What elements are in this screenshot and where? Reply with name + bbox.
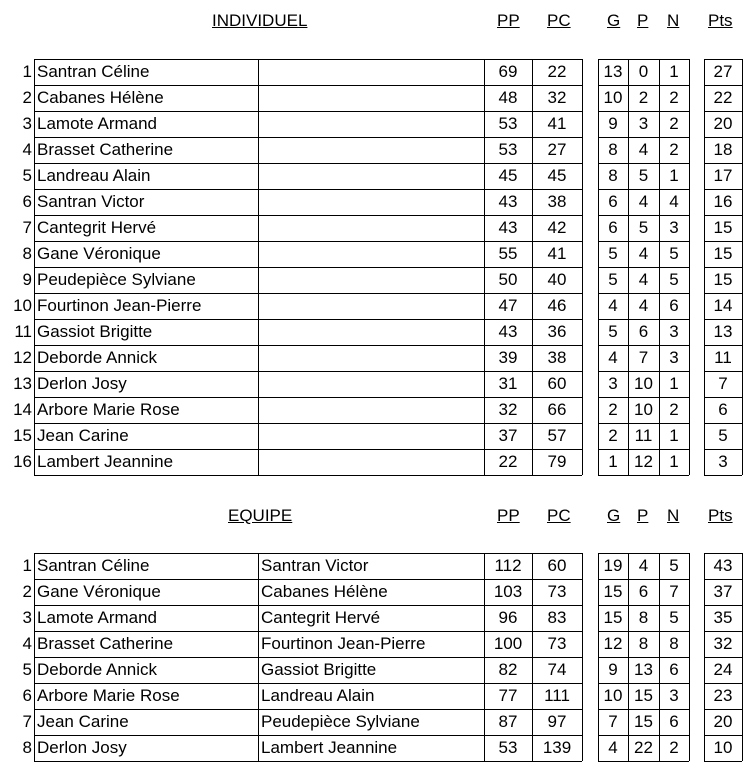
cell-p: 5 [638, 166, 649, 185]
cell-g: 2 [608, 426, 618, 445]
cell-pts: 27 [713, 62, 733, 81]
cell-pc: 40 [547, 270, 567, 289]
cell-n: 6 [669, 660, 679, 679]
table-row [0, 605, 749, 631]
cell-pp: 53 [498, 114, 518, 133]
table-row [0, 709, 749, 735]
cell-name: Gane Véronique [37, 582, 161, 601]
individuel-title: INDIVIDUEL [212, 11, 308, 30]
cell-partner [258, 85, 484, 111]
cell-n: 1 [669, 452, 679, 471]
cell-pp: 39 [498, 348, 518, 367]
cell-p: 10 [634, 374, 653, 393]
cell-pc: 41 [547, 244, 567, 263]
cell-g: 12 [603, 634, 623, 653]
cell-pts: 14 [713, 296, 733, 315]
table-row [0, 631, 749, 657]
cell-pp: 47 [498, 296, 518, 315]
cell-g: 8 [608, 166, 618, 185]
cell-rank: 16 [13, 452, 32, 471]
grid-line [34, 475, 484, 476]
cell-partner: Cabanes Hélène [261, 582, 388, 601]
cell-n: 2 [669, 88, 679, 107]
cell-p: 22 [634, 738, 653, 757]
cell-n: 7 [669, 582, 679, 601]
cell-pts: 37 [713, 582, 733, 601]
cell-rank: 6 [22, 192, 32, 211]
cell-g: 6 [608, 218, 618, 237]
cell-p: 15 [634, 712, 653, 731]
cell-name: Jean Carine [37, 712, 129, 731]
grid-line [704, 475, 742, 476]
cell-n: 2 [669, 140, 679, 159]
cell-p: 2 [638, 88, 649, 107]
cell-pp: 43 [498, 192, 518, 211]
cell-g: 9 [608, 114, 618, 133]
cell-name: Cantegrit Hervé [37, 218, 157, 237]
individuel-header-p: P [637, 11, 649, 30]
table-row [0, 423, 749, 449]
table-row [0, 735, 749, 761]
cell-n: 3 [669, 322, 679, 341]
table-row [0, 553, 749, 579]
cell-name: Gane Véronique [37, 244, 161, 263]
table-row [0, 345, 749, 371]
table-row [0, 215, 749, 241]
cell-rank: 8 [22, 244, 32, 263]
cell-name: Jean Carine [37, 426, 129, 445]
table-row [0, 371, 749, 397]
cell-pc: 83 [547, 608, 567, 627]
table-row [0, 579, 749, 605]
cell-pts: 15 [713, 244, 733, 263]
cell-g: 4 [608, 348, 618, 367]
cell-pc: 46 [547, 296, 567, 315]
cell-pc: 45 [547, 166, 567, 185]
cell-p: 4 [638, 270, 649, 289]
table-row [0, 137, 749, 163]
cell-partner: Fourtinon Jean-Pierre [261, 634, 426, 653]
cell-pc: 36 [547, 322, 567, 341]
cell-name: Landreau Alain [37, 166, 151, 185]
cell-g: 9 [608, 660, 618, 679]
cell-rank: 2 [22, 88, 32, 107]
cell-p: 6 [638, 322, 649, 341]
cell-pc: 139 [542, 738, 572, 757]
cell-partner [258, 163, 484, 189]
cell-rank: 5 [22, 166, 32, 185]
cell-g: 19 [603, 556, 623, 575]
cell-rank: 10 [13, 296, 32, 315]
cell-pp: 96 [498, 608, 518, 627]
cell-pc: 60 [547, 374, 567, 393]
cell-p: 13 [634, 660, 653, 679]
cell-n: 3 [669, 686, 679, 705]
cell-n: 4 [669, 192, 679, 211]
cell-g: 3 [608, 374, 618, 393]
cell-rank: 3 [22, 114, 32, 133]
cell-g: 4 [608, 738, 618, 757]
cell-rank: 1 [22, 556, 32, 575]
cell-g: 13 [603, 62, 623, 81]
cell-partner [258, 371, 484, 397]
cell-pp: 69 [498, 62, 518, 81]
cell-pts: 11 [714, 348, 732, 367]
cell-pp: 37 [498, 426, 518, 445]
cell-pp: 53 [498, 140, 518, 159]
cell-p: 3 [638, 114, 649, 133]
cell-pc: 66 [547, 400, 567, 419]
cell-partner [258, 319, 484, 345]
cell-pp: 43 [498, 218, 518, 237]
table-row [0, 449, 749, 475]
individuel-header-pp: PP [497, 11, 520, 30]
cell-pp: 50 [498, 270, 518, 289]
cell-name: Santran Céline [37, 556, 150, 575]
cell-pp: 43 [498, 322, 518, 341]
cell-pts: 10 [713, 738, 733, 757]
cell-pts: 3 [718, 452, 728, 471]
cell-pc: 32 [547, 88, 567, 107]
cell-rank: 5 [22, 660, 32, 679]
cell-pc: 73 [547, 582, 567, 601]
cell-p: 4 [638, 244, 649, 263]
cell-n: 5 [669, 244, 679, 263]
cell-p: 6 [638, 582, 649, 601]
cell-g: 10 [603, 88, 623, 107]
equipe-header-pp: PP [497, 506, 520, 525]
cell-name: Gassiot Brigitte [37, 322, 153, 341]
cell-pp: 53 [498, 738, 518, 757]
cell-g: 5 [608, 270, 618, 289]
cell-partner [258, 241, 484, 267]
cell-rank: 12 [13, 348, 32, 367]
cell-p: 7 [638, 348, 649, 367]
cell-pc: 38 [547, 192, 567, 211]
cell-name: Arbore Marie Rose [37, 400, 180, 419]
cell-pc: 74 [547, 660, 567, 679]
cell-pc: 27 [547, 140, 567, 159]
cell-pts: 32 [713, 634, 733, 653]
cell-pts: 20 [713, 114, 733, 133]
grid-line [598, 761, 689, 762]
cell-pc: 22 [547, 62, 567, 81]
equipe-header-g: G [607, 506, 621, 525]
cell-p: 5 [638, 218, 649, 237]
cell-g: 5 [608, 244, 618, 263]
cell-partner [258, 189, 484, 215]
cell-partner: Landreau Alain [261, 686, 375, 705]
cell-partner [258, 449, 484, 475]
cell-pts: 16 [713, 192, 733, 211]
cell-n: 1 [669, 166, 679, 185]
cell-rank: 4 [22, 634, 32, 653]
table-row [0, 111, 749, 137]
cell-rank: 14 [13, 400, 32, 419]
table-row [0, 397, 749, 423]
cell-name: Derlon Josy [37, 738, 127, 757]
cell-p: 11 [634, 426, 653, 445]
cell-g: 8 [608, 140, 618, 159]
cell-pts: 17 [713, 166, 733, 185]
cell-n: 6 [669, 296, 679, 315]
grid-line [484, 475, 582, 476]
cell-partner [258, 59, 484, 85]
table-row [0, 683, 749, 709]
cell-pts: 5 [718, 426, 728, 445]
cell-pc: 41 [547, 114, 567, 133]
cell-rank: 2 [22, 582, 32, 601]
cell-g: 2 [608, 400, 618, 419]
cell-pp: 48 [498, 88, 518, 107]
cell-p: 4 [638, 556, 649, 575]
cell-partner [258, 137, 484, 163]
cell-pts: 22 [713, 88, 733, 107]
cell-partner [258, 267, 484, 293]
individuel-header-pc: PC [547, 11, 571, 30]
cell-name: Lamote Armand [37, 608, 158, 627]
cell-n: 3 [669, 218, 679, 237]
table-row [0, 319, 749, 345]
cell-pc: 38 [547, 348, 567, 367]
cell-partner [258, 111, 484, 137]
cell-rank: 9 [22, 270, 32, 289]
table-row [0, 267, 749, 293]
cell-name: Arbore Marie Rose [37, 686, 180, 705]
cell-pts: 43 [713, 556, 733, 575]
cell-pc: 97 [547, 712, 567, 731]
cell-p: 4 [638, 140, 649, 159]
cell-pts: 15 [713, 218, 733, 237]
cell-rank: 11 [14, 322, 32, 341]
cell-n: 1 [669, 426, 679, 445]
cell-pp: 100 [493, 634, 523, 653]
cell-pp: 22 [498, 452, 518, 471]
cell-pts: 35 [713, 608, 733, 627]
cell-name: Lambert Jeannine [37, 452, 174, 471]
table-row [0, 189, 749, 215]
cell-pts: 15 [713, 270, 733, 289]
cell-name: Deborde Annick [37, 660, 158, 679]
cell-p: 0 [638, 62, 649, 81]
cell-partner [258, 215, 484, 241]
table-row [0, 163, 749, 189]
cell-n: 5 [669, 608, 679, 627]
cell-g: 10 [603, 686, 623, 705]
cell-pts: 7 [718, 374, 728, 393]
table-row [0, 241, 749, 267]
cell-pp: 82 [498, 660, 518, 679]
cell-name: Deborde Annick [37, 348, 158, 367]
cell-name: Brasset Catherine [37, 140, 174, 159]
cell-rank: 1 [22, 62, 32, 81]
cell-partner [258, 423, 484, 449]
cell-partner [258, 293, 484, 319]
table-row [0, 59, 749, 85]
cell-g: 6 [608, 192, 618, 211]
cell-name: Lamote Armand [37, 114, 158, 133]
cell-n: 6 [669, 712, 679, 731]
cell-pts: 20 [713, 712, 733, 731]
cell-pp: 55 [498, 244, 518, 263]
cell-pc: 42 [547, 218, 567, 237]
cell-pts: 13 [713, 322, 733, 341]
cell-n: 2 [669, 738, 679, 757]
cell-pc: 60 [547, 556, 567, 575]
cell-n: 2 [669, 400, 679, 419]
cell-rank: 6 [22, 686, 32, 705]
cell-p: 4 [638, 296, 649, 315]
grid-line [598, 475, 689, 476]
grid-line [34, 761, 484, 762]
cell-pc: 111 [544, 686, 570, 705]
cell-n: 5 [669, 556, 679, 575]
cell-pp: 112 [494, 556, 522, 575]
cell-name: Santran Céline [37, 62, 150, 81]
cell-pts: 24 [713, 660, 733, 679]
cell-p: 10 [634, 400, 653, 419]
cell-p: 12 [634, 452, 653, 471]
cell-pc: 79 [547, 452, 567, 471]
table-row [0, 85, 749, 111]
cell-p: 4 [638, 192, 649, 211]
cell-partner: Santran Victor [261, 556, 369, 575]
cell-pp: 45 [498, 166, 518, 185]
cell-pp: 87 [498, 712, 518, 731]
individuel-header-pts: Pts [708, 11, 733, 30]
grid-line [704, 761, 742, 762]
individuel-header-g: G [607, 11, 621, 30]
cell-rank: 7 [22, 218, 32, 237]
cell-n: 8 [669, 634, 679, 653]
cell-partner [258, 345, 484, 371]
cell-n: 5 [669, 270, 679, 289]
cell-partner: Cantegrit Hervé [261, 608, 381, 627]
cell-name: Cabanes Hélène [37, 88, 164, 107]
cell-partner: Peudepièce Sylviane [261, 712, 420, 731]
cell-partner: Lambert Jeannine [261, 738, 398, 757]
cell-name: Fourtinon Jean-Pierre [37, 296, 202, 315]
cell-n: 3 [669, 348, 679, 367]
cell-p: 15 [634, 686, 653, 705]
equipe-header-n: N [667, 506, 680, 525]
cell-g: 4 [608, 296, 618, 315]
cell-g: 15 [603, 582, 623, 601]
cell-pts: 6 [718, 400, 728, 419]
cell-partner: Gassiot Brigitte [261, 660, 377, 679]
cell-rank: 8 [22, 738, 32, 757]
table-row [0, 293, 749, 319]
cell-rank: 3 [22, 608, 32, 627]
cell-p: 8 [638, 634, 649, 653]
cell-g: 15 [603, 608, 623, 627]
cell-rank: 13 [13, 374, 32, 393]
cell-g: 1 [608, 452, 618, 471]
cell-n: 2 [669, 114, 679, 133]
equipe-header-p: P [637, 506, 649, 525]
cell-rank: 4 [22, 140, 32, 159]
cell-g: 5 [608, 322, 618, 341]
cell-pts: 18 [713, 140, 733, 159]
cell-n: 1 [669, 62, 679, 81]
cell-pc: 57 [547, 426, 567, 445]
cell-p: 8 [638, 608, 649, 627]
cell-g: 7 [608, 712, 618, 731]
grid-line [484, 761, 582, 762]
cell-pp: 103 [493, 582, 523, 601]
equipe-title: EQUIPE [228, 506, 293, 525]
table-row [0, 657, 749, 683]
cell-n: 1 [669, 374, 679, 393]
cell-pp: 31 [498, 374, 518, 393]
equipe-header-pc: PC [547, 506, 571, 525]
cell-pts: 23 [713, 686, 733, 705]
individuel-header-n: N [667, 11, 680, 30]
cell-pp: 77 [498, 686, 518, 705]
cell-name: Brasset Catherine [37, 634, 174, 653]
cell-pp: 32 [498, 400, 518, 419]
cell-rank: 15 [13, 426, 32, 445]
equipe-header-pts: Pts [708, 506, 733, 525]
cell-pc: 73 [547, 634, 567, 653]
cell-partner [258, 397, 484, 423]
cell-name: Santran Victor [37, 192, 145, 211]
cell-name: Derlon Josy [37, 374, 127, 393]
cell-name: Peudepièce Sylviane [37, 270, 196, 289]
cell-rank: 7 [22, 712, 32, 731]
